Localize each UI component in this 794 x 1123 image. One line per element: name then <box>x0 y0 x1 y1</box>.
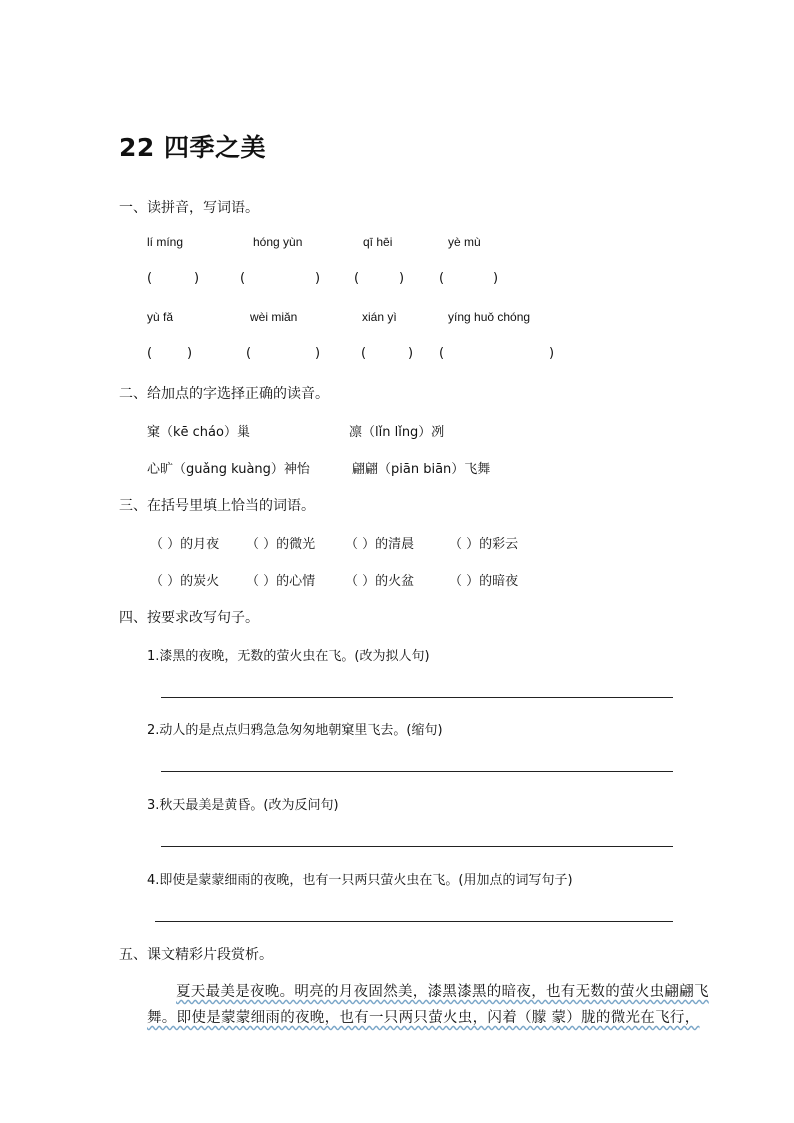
rewrite-question-3: 3.秋天最美是黄昏。(改为反问句) <box>147 798 339 813</box>
reading-item-linlie: 凛（lǐn lǐng）冽 <box>349 425 445 440</box>
reading-item-pianpian: 翩翩（piān biān）飞舞 <box>352 462 491 477</box>
fill-item: （ ）的心情 <box>246 574 316 589</box>
fill-item: （ ）的暗夜 <box>449 574 519 589</box>
blank-right: ) <box>315 346 321 361</box>
blank-right: ) <box>549 346 555 361</box>
pinyin-yinghuochong: yíng huǒ chóng <box>448 310 531 324</box>
answer-line-2[interactable] <box>161 771 673 772</box>
section-3-heading: 三、在括号里填上恰当的词语。 <box>119 498 315 514</box>
rewrite-question-4: 4.即使是蒙蒙细雨的夜晚，也有一只两只萤火虫在飞。(用加点的词写句子) <box>147 873 573 888</box>
pinyin-xianyi: xián yì <box>362 310 397 324</box>
answer-line-3[interactable] <box>161 846 673 847</box>
blank-right: ) <box>187 346 193 361</box>
fill-item: （ ）的炭火 <box>150 574 220 589</box>
section-2-heading: 二、给加点的字选择正确的读音。 <box>119 386 329 402</box>
passage-line-2: 舞。即使是蒙蒙细雨的夜晚，也有一只两只萤火虫，闪着（朦 蒙）胧的微光在飞行， <box>147 1010 700 1026</box>
answer-line-1[interactable] <box>161 697 673 698</box>
rewrite-question-1: 1.漆黑的夜晚，无数的萤火虫在飞。(改为拟人句) <box>147 649 430 664</box>
pinyin-hongyun: hóng yùn <box>253 235 303 249</box>
blank-right: ) <box>315 271 321 286</box>
pinyin-liming: lí míng <box>147 235 184 249</box>
blank-right: ) <box>399 271 405 286</box>
blank-left: ( <box>439 271 445 286</box>
fill-item: （ ）的彩云 <box>449 537 519 552</box>
answer-line-4[interactable] <box>155 921 673 922</box>
pinyin-yufa: yù fǎ <box>147 310 174 324</box>
blank-left: ( <box>240 271 246 286</box>
pinyin-weimian: wèi miǎn <box>250 310 298 324</box>
blank-right: ) <box>194 271 200 286</box>
fill-item: （ ）的微光 <box>246 537 316 552</box>
page-title: 22 四季之美 <box>119 133 266 162</box>
section-5-heading: 五、课文精彩片段赏析。 <box>119 947 273 963</box>
blank-left: ( <box>354 271 360 286</box>
reading-item-xinkuang: 心旷（guǎng kuàng）神怡 <box>147 462 310 477</box>
section-4-heading: 四、按要求改写句子。 <box>119 610 259 626</box>
section-1-heading: 一、读拼音，写词语。 <box>119 200 259 216</box>
fill-item: （ ）的月夜 <box>150 537 220 552</box>
rewrite-question-2: 2.动人的是点点归鸦急急匆匆地朝窠里飞去。(缩句) <box>147 723 443 738</box>
passage-line-1: 夏天最美是夜晚。明亮的月夜固然美，漆黑漆黑的暗夜，也有无数的萤火虫翩翩飞 <box>176 984 709 1000</box>
blank-right: ) <box>493 271 499 286</box>
pinyin-yemu: yè mù <box>448 235 481 249</box>
fill-item: （ ）的清晨 <box>345 537 415 552</box>
blank-left: ( <box>439 346 445 361</box>
reading-item-keguan: 窠（kē cháo）巢 <box>147 425 250 440</box>
pinyin-qihei: qī hēi <box>363 235 393 249</box>
blank-left: ( <box>147 271 153 286</box>
blank-right: ) <box>408 346 414 361</box>
blank-left: ( <box>361 346 367 361</box>
fill-item: （ ）的火盆 <box>345 574 415 589</box>
blank-left: ( <box>246 346 252 361</box>
blank-left: ( <box>147 346 153 361</box>
